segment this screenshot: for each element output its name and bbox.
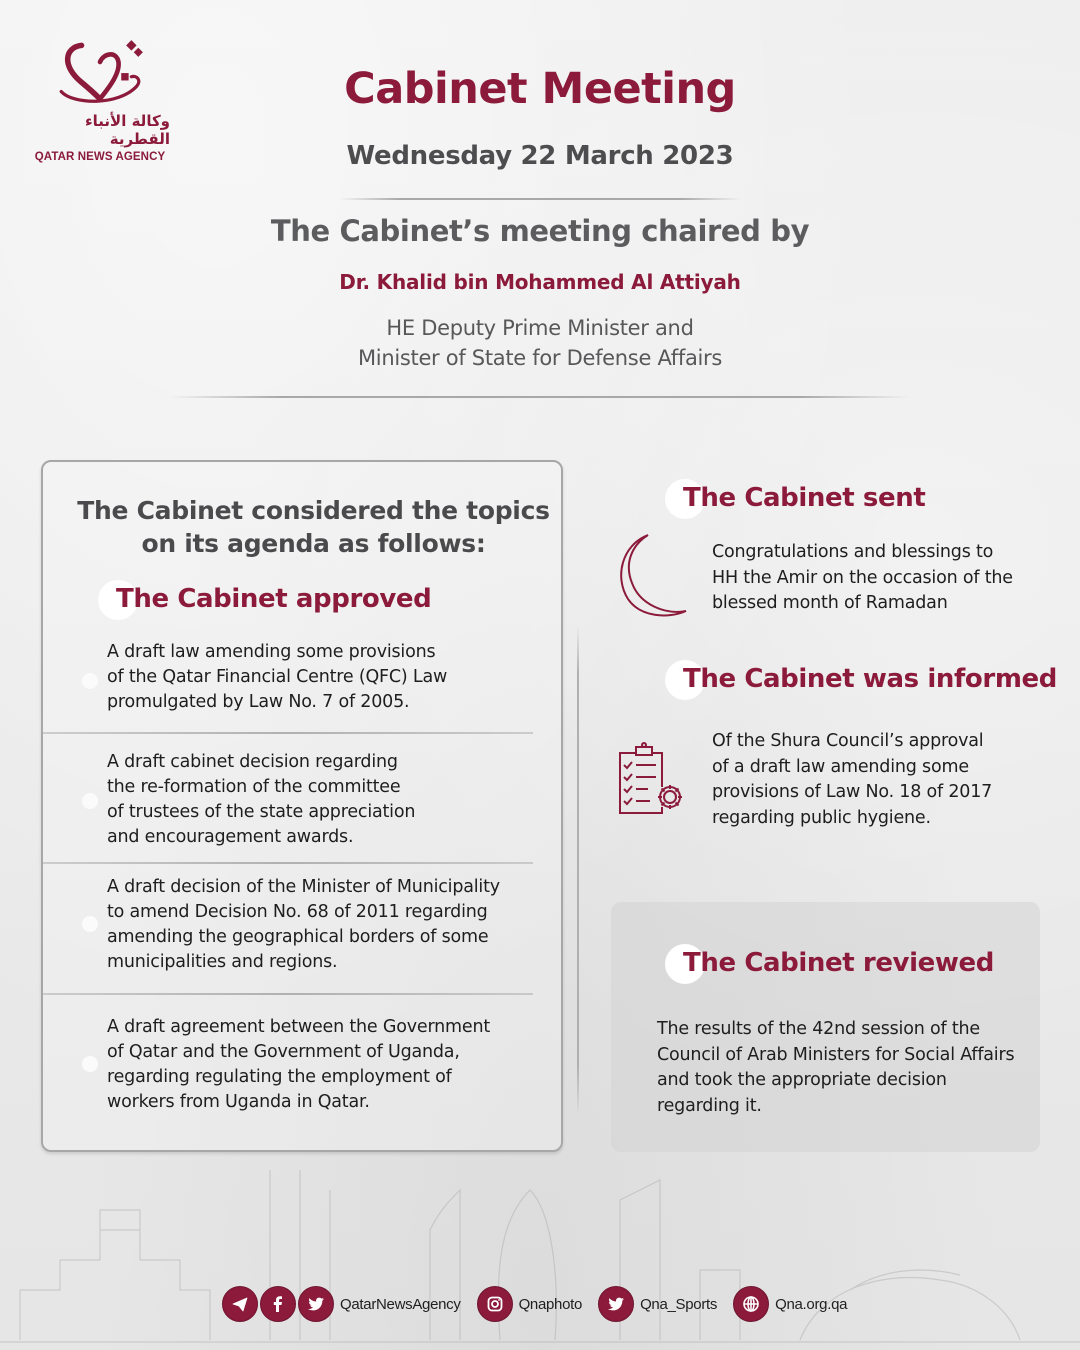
social-handle[interactable]: Qnaphoto: [518, 1295, 583, 1313]
approved-item: [107, 875, 547, 975]
social-handle[interactable]: Qna_Sports: [640, 1295, 718, 1313]
approved-heading-label: The Cabinet approved: [116, 584, 432, 614]
sent-line: HH the Amir on the occasion of the: [712, 567, 1013, 588]
approved-heading: [116, 584, 431, 614]
approved-item: [107, 750, 547, 850]
chaired-by-heading: The Cabinet’s meeting chaired by: [270, 214, 810, 248]
page-title: Cabinet Meeting: [344, 64, 736, 114]
item-bullet: [82, 673, 98, 689]
item-line: A draft law amending some provisions: [107, 642, 436, 662]
approved-item: [107, 640, 547, 715]
divider: [170, 396, 910, 398]
item-bullet: [82, 916, 98, 932]
clipboard-checklist-gear-icon: [616, 741, 688, 816]
reviewed-line: Council of Arab Ministers for Social Affairs: [657, 1044, 1015, 1065]
sent-line: Congratulations and blessings to: [712, 542, 994, 562]
chair-title-line: Minister of State for Defense Affairs: [357, 346, 723, 370]
reviewed-line: The results of the 42nd session of the: [657, 1019, 980, 1039]
item-line: municipalities and regions.: [107, 952, 338, 972]
chair-title: [0, 313, 1080, 373]
item-separator: [43, 993, 533, 995]
informed-line: regarding public hygiene.: [712, 807, 931, 828]
doha-skyline-illustration: [0, 1170, 1080, 1350]
reviewed-heading: [683, 948, 994, 978]
instagram-icon[interactable]: [477, 1286, 513, 1322]
divider: [340, 198, 740, 200]
social-footer: [222, 1285, 863, 1323]
item-line: and encouragement awards.: [107, 827, 354, 847]
informed-line: of a draft law amending some: [712, 756, 969, 777]
chair-title-line: HE Deputy Prime Minister and: [386, 316, 694, 340]
item-separator: [43, 862, 533, 864]
telegram-icon[interactable]: [222, 1286, 258, 1322]
item-line: amending the geographical borders of some: [107, 927, 489, 947]
item-line: of Qatar and the Government of Uganda,: [107, 1042, 460, 1062]
item-bullet: [82, 1056, 98, 1072]
agenda-intro-line: on its agenda as follows:: [141, 529, 486, 558]
item-line: workers from Uganda in Qatar.: [107, 1092, 370, 1112]
item-line: regarding regulating the employment of: [107, 1067, 452, 1087]
vertical-divider: [577, 625, 579, 1115]
website-link[interactable]: Qna.org.qa: [775, 1295, 848, 1313]
globe-icon[interactable]: [733, 1286, 769, 1322]
item-line: A draft agreement between the Government: [107, 1017, 490, 1037]
item-line: of trustees of the state appreciation: [107, 802, 416, 822]
reviewed-heading-label: The Cabinet reviewed: [683, 948, 994, 978]
agenda-intro-line: The Cabinet considered the topics: [77, 496, 550, 525]
reviewed-line: and took the appropriate decision: [657, 1070, 947, 1090]
item-line: promulgated by Law No. 7 of 2005.: [107, 692, 410, 712]
informed-line: Of the Shura Council’s approval: [712, 731, 984, 751]
informed-line: provisions of Law No. 18 of 2017: [712, 782, 993, 802]
social-handle[interactable]: QatarNewsAgency: [340, 1295, 461, 1313]
sent-heading-label: The Cabinet sent: [683, 483, 926, 513]
item-bullet: [82, 793, 98, 809]
item-line: A draft decision of the Minister of Municipality: [107, 877, 500, 897]
brand-name-english: QATAR NEWS AGENCY: [34, 151, 166, 163]
facebook-icon[interactable]: [260, 1286, 296, 1322]
sent-text: [712, 540, 1013, 617]
item-line: A draft cabinet decision regarding: [107, 752, 398, 772]
informed-text: [712, 729, 992, 831]
approved-item: [107, 1015, 547, 1115]
crescent-moon-icon: [612, 533, 690, 617]
brand-name-arabic: وكالة الأنباء القطرية: [85, 112, 170, 148]
reviewed-text: [657, 1017, 1014, 1119]
informed-heading: [683, 664, 1057, 694]
twitter-icon[interactable]: [298, 1286, 334, 1322]
agenda-intro: [41, 494, 586, 560]
reviewed-line: regarding it.: [657, 1095, 762, 1116]
sent-heading: [683, 483, 925, 513]
item-line: to amend Decision No. 68 of 2011 regarding: [107, 902, 488, 922]
informed-heading-label: The Cabinet was informed: [683, 664, 1057, 694]
twitter-icon[interactable]: [598, 1286, 634, 1322]
item-separator: [43, 732, 533, 734]
chair-name: Dr. Khalid bin Mohammed Al Attiyah: [339, 270, 741, 294]
item-line: the re-formation of the committee: [107, 777, 401, 797]
meeting-date: Wednesday 22 March 2023: [346, 141, 734, 171]
item-line: of the Qatar Financial Centre (QFC) Law: [107, 667, 448, 687]
sent-line: blessed month of Ramadan: [712, 593, 948, 613]
